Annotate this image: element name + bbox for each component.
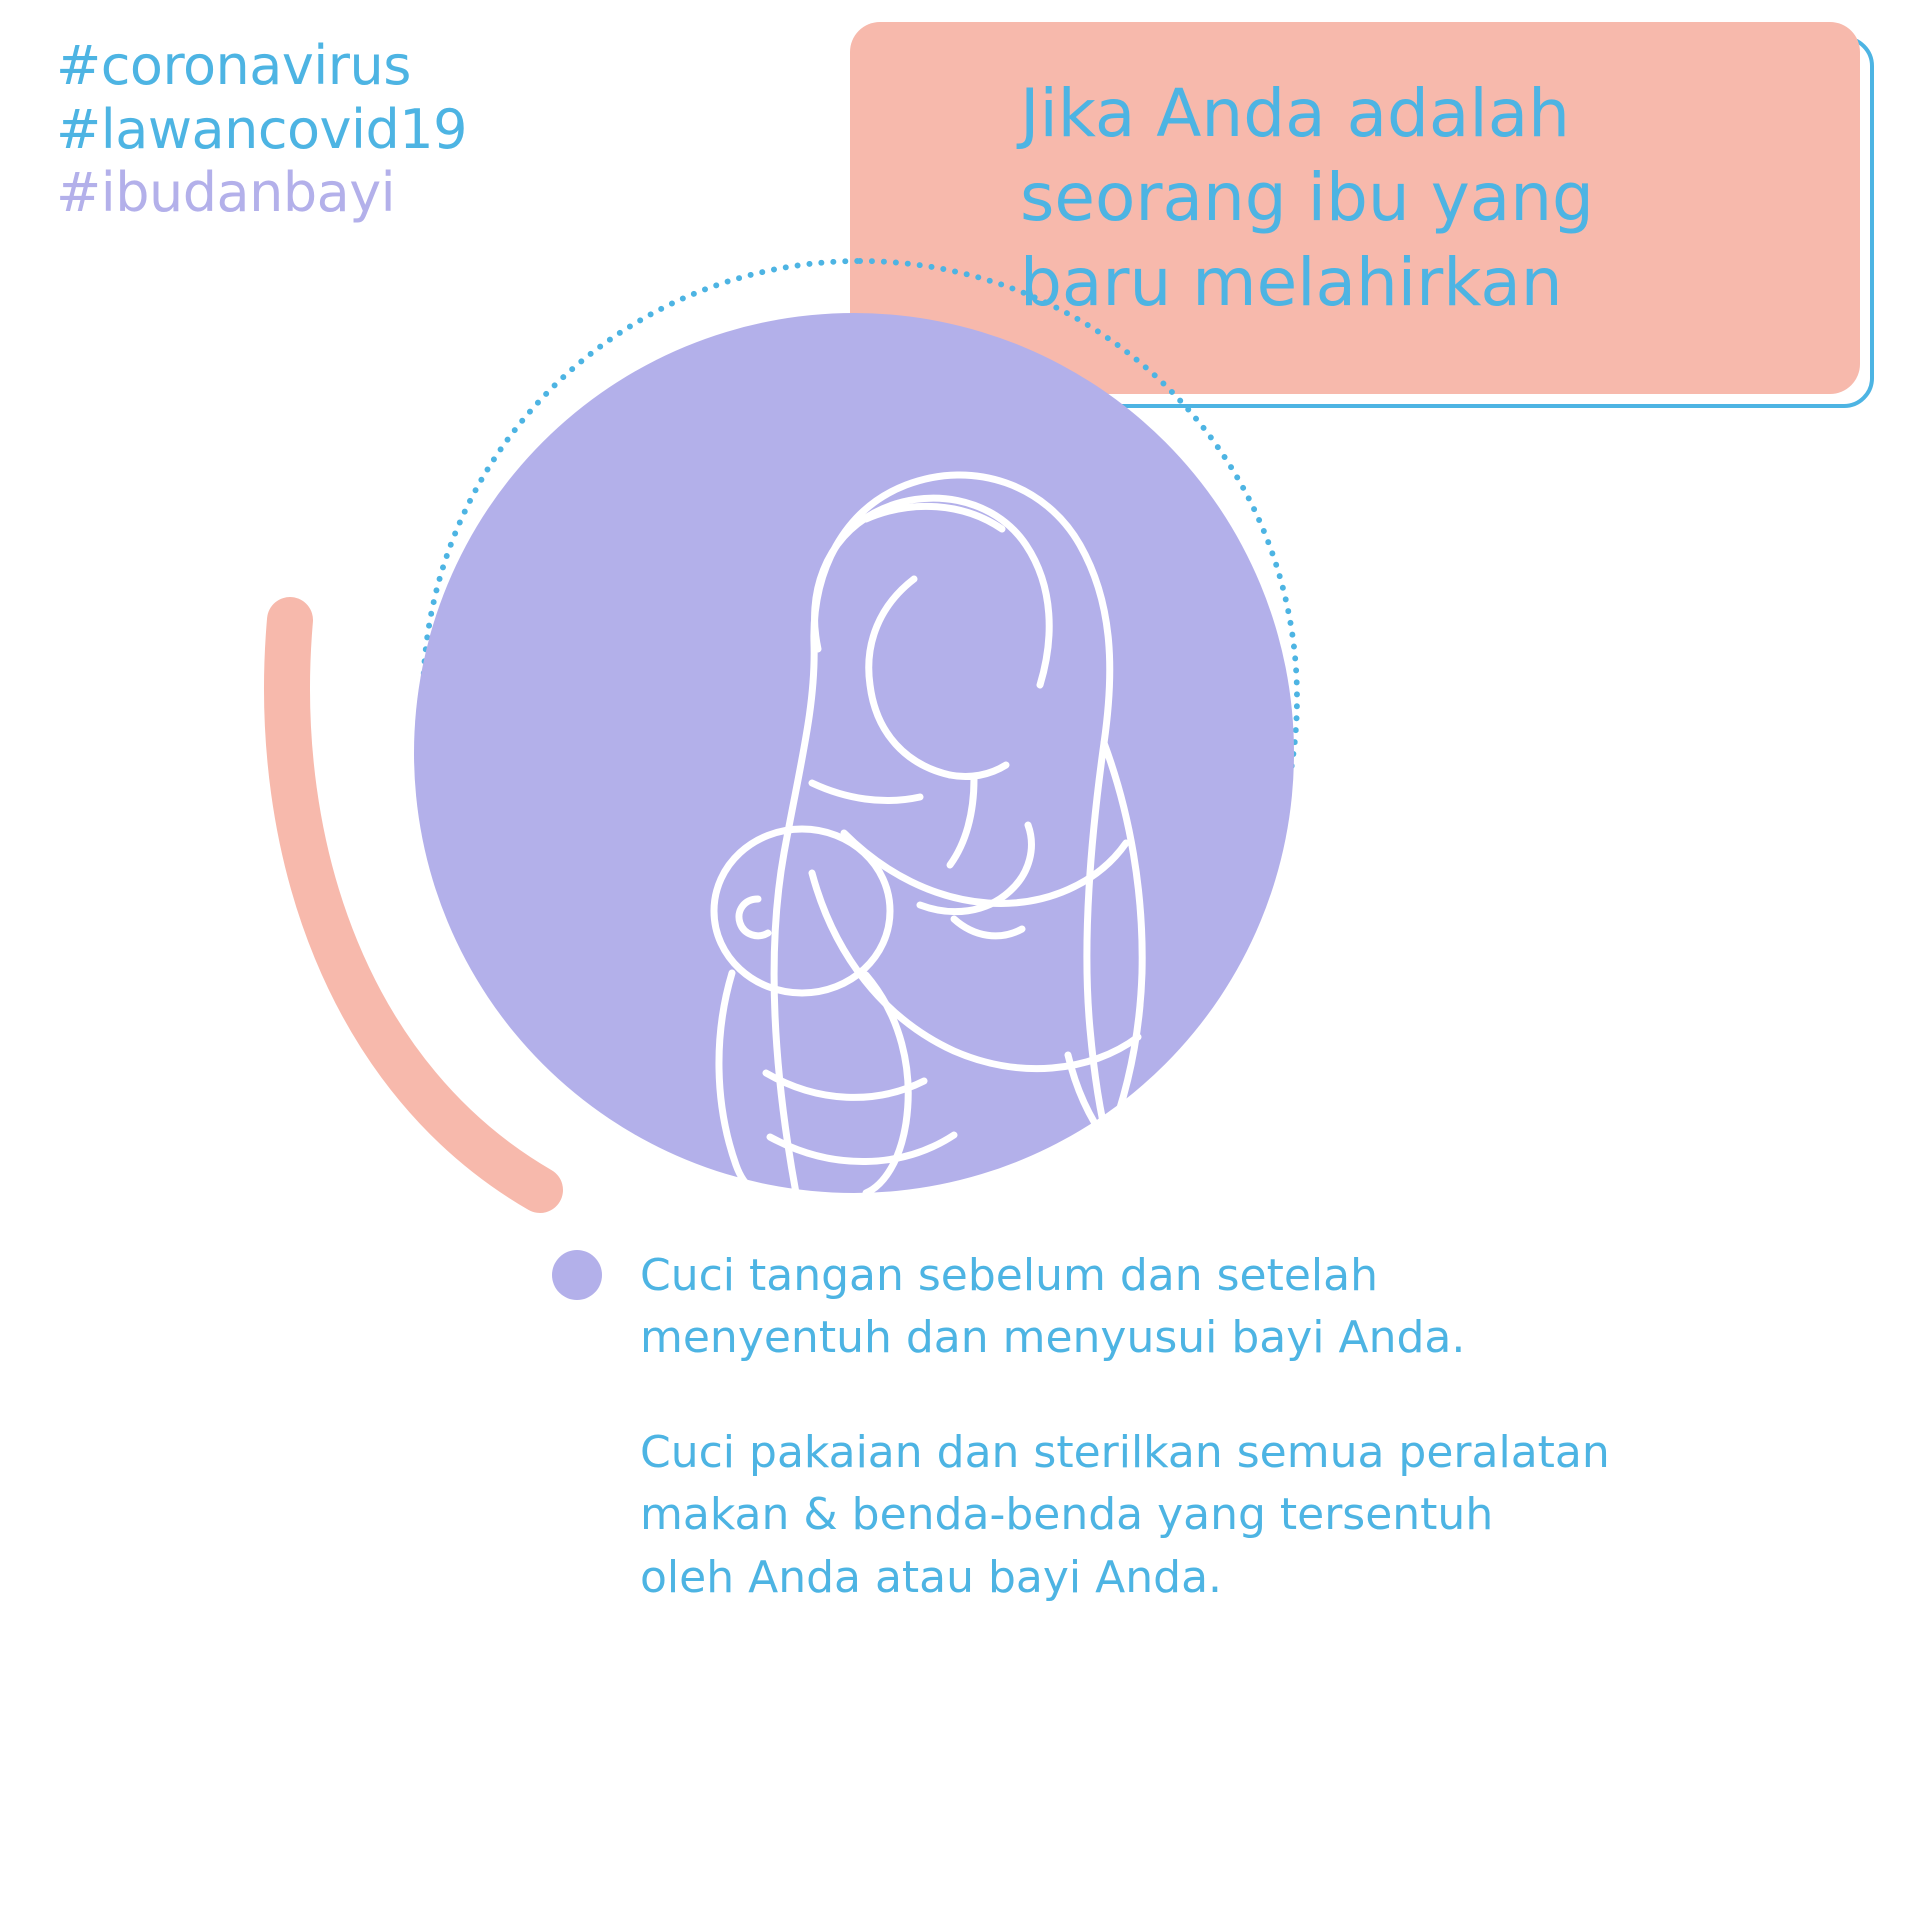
- tip-1-line-1: Cuci tangan sebelum dan setelah: [640, 1250, 1378, 1301]
- hashtag-ibudanbayi: #ibudanbayi: [56, 161, 396, 225]
- hashtag-group: [56, 34, 467, 225]
- tip-2-line-3: oleh Anda atau bayi Anda.: [640, 1551, 1223, 1603]
- tip-item-2: [640, 1422, 1760, 1609]
- speech-bubble-line-3: baru melahirkan: [1020, 243, 1563, 321]
- illustration-group: [240, 240, 1360, 1310]
- mother-and-baby-icon: [414, 313, 1294, 1193]
- tip-2-line-1: Cuci pakaian dan sterilkan semua peralatan: [640, 1426, 1610, 1478]
- lilac-dot-bullet: [552, 1250, 602, 1300]
- tip-2-line-2: makan & benda-benda yang tersentuh: [640, 1489, 1494, 1541]
- tips-list: [640, 1245, 1760, 1609]
- hashtag-lawancovid19: #lawancovid19: [56, 97, 467, 161]
- speech-bubble-line-2: seorang ibu yang: [1020, 159, 1594, 237]
- tip-item-1: [640, 1245, 1760, 1370]
- tip-1-line-2: menyentuh dan menyusui bayi Anda.: [640, 1312, 1466, 1364]
- speech-bubble-line-1: Jika Anda adalah: [1020, 75, 1570, 152]
- hashtag-coronavirus: #coronavirus: [56, 34, 411, 97]
